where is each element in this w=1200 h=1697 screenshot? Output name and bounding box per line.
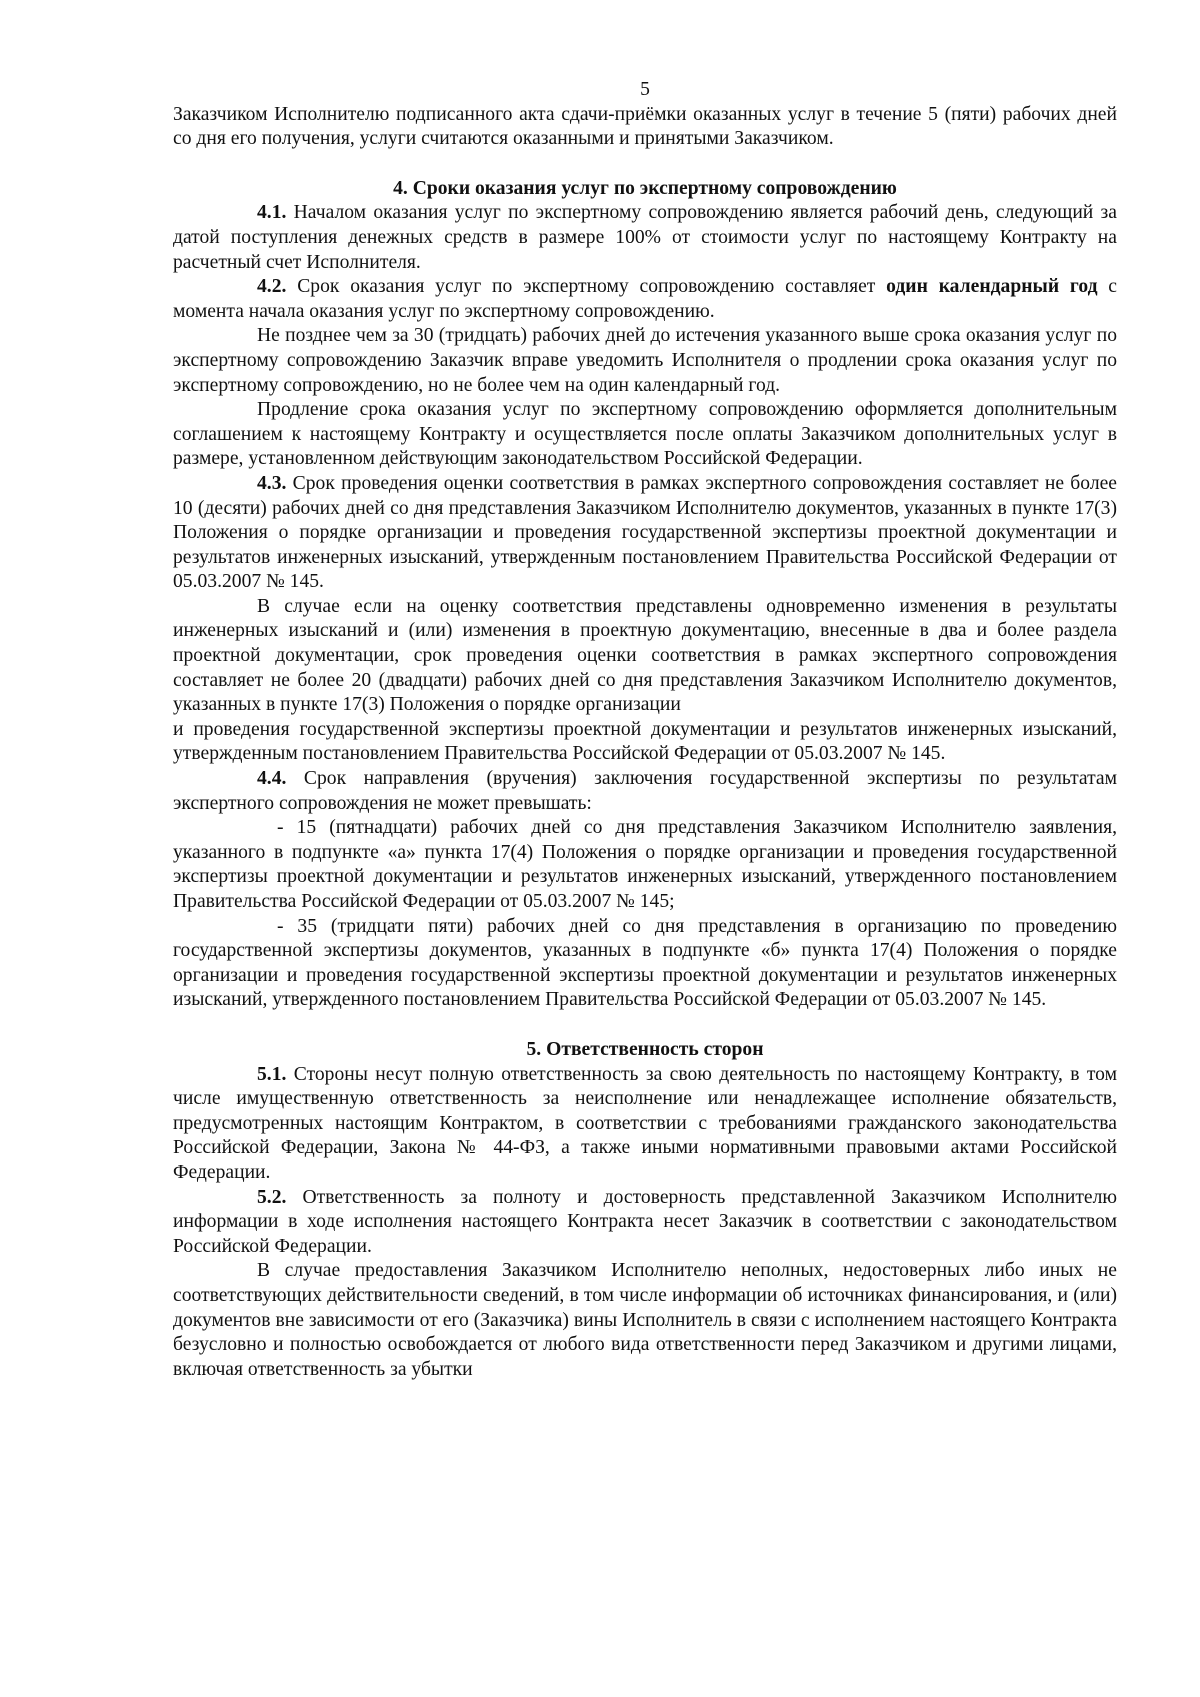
clause-text: Срок оказания услуг по экспертному сопровождению составляет: [286, 276, 887, 298]
clause-4-2-extension-notice: Не позднее чем за 30 (тридцать) рабочих дней до истечения указанного выше срока оказания услуг по экспертному сопровождению Заказчик вправе уведомить Исполнителя о продлении срока оказания услуг по экспертному сопровождению, но не более чем на один календарный год.: [173, 325, 1117, 396]
page-number: 5: [640, 79, 650, 100]
intro-paragraph: Заказчиком Исполнителю подписанного акта сдачи-приёмки оказанных услуг в течение 5 (пяти) рабочих дней со дня его получения, услуги считаются оказанными и принятыми Заказчиком.: [173, 103, 1117, 150]
clause-number: 4.2.: [257, 276, 287, 298]
document-page: [173, 78, 1117, 1382]
clause-text: Началом оказания услуг по экспертному сопровождению является рабочий день, следующий за датой поступления денежных средств в размере 100% от стоимости услуг по настоящему Контракту на расчетный счет Исполнителя.: [173, 202, 1117, 273]
clause-4-3: [173, 472, 1117, 595]
clause-4-4: [173, 767, 1117, 816]
clause-5-2: [173, 1186, 1117, 1260]
clause-4-3-multi-section-continued: и проведения государственной экспертизы проектной документации и результатов инженерных изысканий, утвержденным постановлением Правительства Российской Федерации от 05.03.2007 № 145.: [173, 718, 1117, 765]
clause-number: 4.3.: [257, 472, 287, 494]
clause-text: Ответственность за полноту и достоверность представленной Заказчиком Исполнителю информации в ходе исполнения настоящего Контракта несет Заказчик в соответствии с законодательством Российской Федерации.: [173, 1186, 1117, 1257]
clause-5-1: [173, 1063, 1117, 1186]
spacer: [173, 152, 1117, 177]
section-4-title: 4. Сроки оказания услуг по экспертному сопровождению: [393, 177, 897, 199]
spacer: [173, 1013, 1117, 1038]
clause-4-3-multi-section: В случае если на оценку соответствия представлены одновременно изменения в результаты инженерных изысканий и (или) изменения в проектную документацию, внесенные в два и более раздела проектной документации, срок проведения оценки соответствия в рамках экспертного сопровождения составляет не более 20 (двадцати) рабочих дней со дня представления Заказчиком Исполнителю документов, указанных в пункте 17(3) Положения о порядке организации: [173, 595, 1117, 716]
clause-4-2: [173, 275, 1117, 324]
section-5-title: 5. Ответственность сторон: [526, 1038, 764, 1060]
clause-bold-term: один календарный год: [886, 276, 1098, 298]
clause-text: Срок проведения оценки соответствия в рамках экспертного сопровождения составляет не более 10 (десяти) рабочих дней со дня представления Заказчиком Исполнителю документов, указанных в пункте 17(3) Положения о порядке организации и проведения государственной экспертизы проектной документации и результатов инженерных изысканий, утвержденным постановлением Правительства Российской Федерации от 05.03.2007 № 145.: [173, 472, 1117, 593]
clause-4-4-item-2: - 35 (тридцати пяти) рабочих дней со дня представления в организацию по проведению государственной экспертизы документов, указанных в подпункте «б» пункта 17(4) Положения о порядке организации и проведения государственной экспертизы проектной документации и результатов инженерных изысканий, утвержденного постановлением Правительства Российской Федерации от 05.03.2007 № 145.: [173, 915, 1117, 1011]
clause-5-2-disclaimer: В случае предоставления Заказчиком Исполнителю неполных, недостоверных либо иных не соответствующих действительности сведений, в том числе информации об источниках финансирования, и (или) документов вне зависимости от его (Заказчика) вины Исполнитель в связи с исполнением настоящего Контракта безусловно и полностью освобождается от любого вида ответственности перед Заказчиком и другими лицами, включая ответственность за убытки: [173, 1260, 1117, 1380]
clause-number: 5.2.: [257, 1186, 287, 1208]
clause-4-2-extension-form: Продление срока оказания услуг по экспертному сопровождению оформляется дополнительным соглашением к настоящему Контракту и осуществляется после оплаты Заказчиком дополнительных услуг в размере, установленном действующим законодательством Российской Федерации.: [173, 399, 1117, 470]
clause-text: с момента начала оказания услуг по экспертному сопровождению.: [173, 276, 1117, 322]
clause-number: 5.1.: [257, 1063, 287, 1085]
clause-text: Срок направления (вручения) заключения государственной экспертизы по результатам экспертного сопровождения не может превышать:: [173, 768, 1117, 814]
clause-text: Стороны несут полную ответственность за свою деятельность по настоящему Контракту, в том числе имущественную ответственность за неисполнение или ненадлежащее исполнение обязательств, предусмотренных настоящим Контрактом, в соответствии с требованиями гражданского законодательства Российской Федерации, Закона № 44-ФЗ, а также иными нормативными правовыми актами Российской Федерации.: [173, 1063, 1117, 1183]
clause-4-4-item-1: - 15 (пятнадцати) рабочих дней со дня представления Заказчиком Исполнителю заявления, указанного в подпункте «а» пункта 17(4) Положения о порядке организации и проведения государственной экспертизы проектной документации и результатов инженерных изысканий, утвержденного постановлением Правительства Российской Федерации от 05.03.2007 № 145;: [173, 817, 1117, 912]
clause-number: 4.4.: [257, 768, 287, 790]
clause-4-1: [173, 201, 1117, 275]
clause-number: 4.1.: [257, 202, 287, 224]
